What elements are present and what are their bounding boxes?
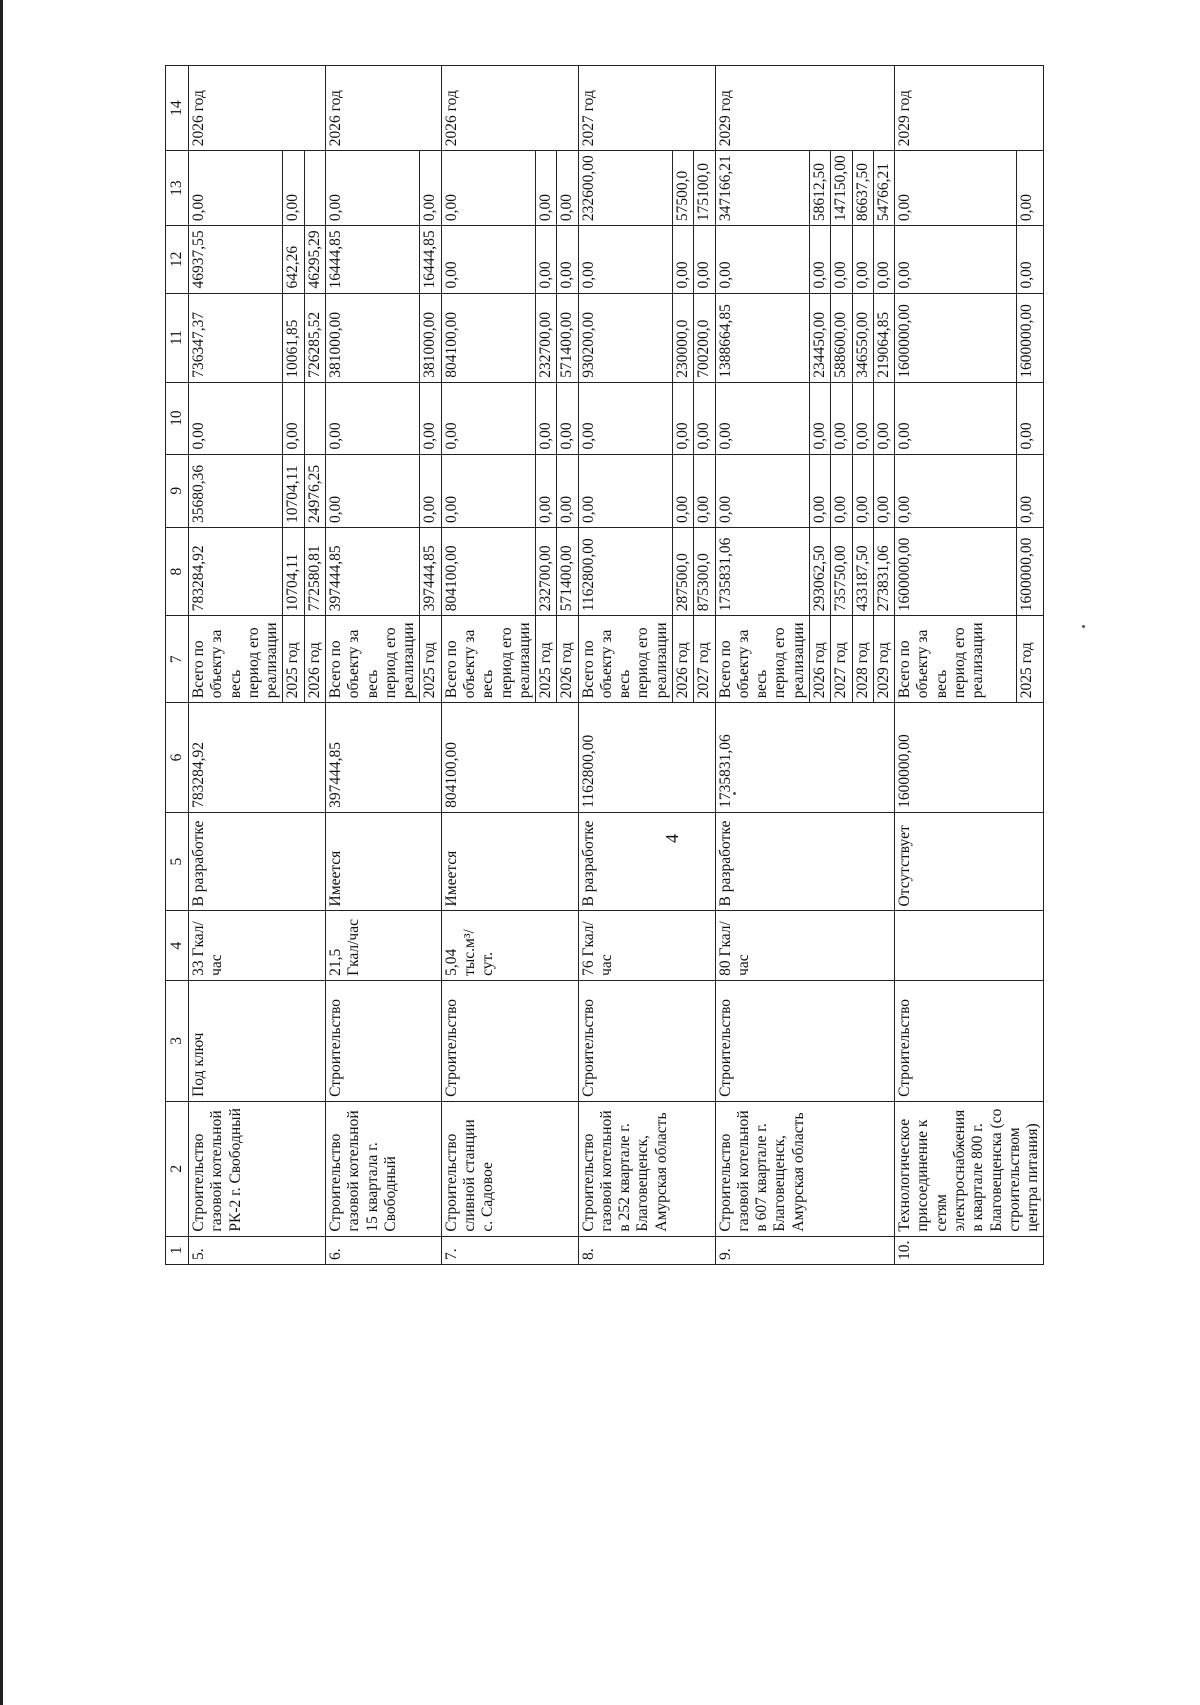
project-docs-cell: В разработке	[189, 812, 326, 911]
federal-cell: 10704,11	[283, 454, 304, 527]
federal-cell: 0,00	[536, 454, 557, 527]
regional-cell: 0,00	[895, 382, 1017, 454]
local-cell: 0,00	[441, 226, 535, 293]
period-label-cell: 2027 год	[694, 616, 715, 703]
period-label-cell: Всего по объекту за весь период его реализации	[578, 616, 672, 703]
regional-cell: 0,00	[852, 382, 873, 454]
total-cell: 10704,11	[283, 527, 304, 615]
other-cell: 175100,0	[694, 151, 715, 226]
period-label-cell: 2027 год	[831, 616, 852, 703]
total-cell: 293062,50	[810, 527, 831, 615]
project-docs-cell: В разработке	[715, 812, 895, 911]
project-docs-cell: Имеется	[441, 812, 578, 911]
total-cell: 772580,81	[304, 527, 325, 615]
other-cell: 86637,50	[852, 151, 873, 226]
total-cell: 287500,0	[673, 527, 694, 615]
local-cell: 0,00	[536, 226, 557, 293]
work-type-cell: Строительство	[325, 980, 441, 1101]
table-row	[325, 66, 419, 1265]
regional-cell: 0,00	[810, 382, 831, 454]
investment-table	[165, 65, 1044, 1265]
period-label-cell: 2029 год	[873, 616, 894, 703]
period-label-cell: 2026 год	[304, 616, 325, 703]
estimated-cost-cell: 804100,00	[441, 703, 578, 813]
estimated-cost-cell: 1735831,06	[715, 703, 895, 813]
other-cell: 0,00	[420, 151, 441, 226]
other-cell: 54766,21	[873, 151, 894, 226]
capacity-cell	[895, 911, 1044, 980]
local-cell: 0,00	[557, 226, 578, 293]
extrabudget-cell: 1600000,00	[895, 293, 1017, 382]
period-label-cell: Всего по объекту за весь период его реализации	[715, 616, 809, 703]
regional-cell: 0,00	[536, 382, 557, 454]
object-name-cell: Строительство газовой котельной РК-2 г. Свободный	[189, 1101, 326, 1236]
table-row	[441, 66, 535, 1265]
regional-cell: 0,00	[873, 382, 894, 454]
total-cell: 804100,00	[441, 527, 535, 615]
object-name-cell: Технологическое присоединение к сетям электроснабжения в квартале 800 г. Благовещенска (со строительством центра питания)	[895, 1101, 1044, 1236]
other-cell: 0,00	[536, 151, 557, 226]
project-docs-cell: Имеется	[325, 812, 441, 911]
table-row	[715, 66, 809, 1265]
col-header: 3	[166, 980, 189, 1101]
col-header: 4	[166, 911, 189, 980]
extrabudget-cell: 1388664,85	[715, 293, 809, 382]
local-cell: 0,00	[694, 226, 715, 293]
period-label-cell: Всего по объекту за весь период его реализации	[441, 616, 535, 703]
regional-cell: 0,00	[578, 382, 672, 454]
work-type-cell: Под ключ	[189, 980, 326, 1101]
extrabudget-cell: 736347,37	[189, 293, 283, 382]
work-type-cell: Строительство	[578, 980, 715, 1101]
extrabudget-cell: 232700,00	[536, 293, 557, 382]
rotated-table-wrapper	[165, 65, 1165, 1265]
federal-cell: 0,00	[1016, 454, 1043, 527]
federal-cell: 35680,36	[189, 454, 283, 527]
extrabudget-cell: 930200,00	[578, 293, 672, 382]
extrabudget-cell: 234450,00	[810, 293, 831, 382]
federal-cell: 0,00	[578, 454, 672, 527]
row-number-cell: 7.	[441, 1236, 578, 1264]
period-label-cell: 2026 год	[810, 616, 831, 703]
other-cell: 0,00	[895, 151, 1017, 226]
col-header: 11	[166, 293, 189, 382]
federal-cell: 0,00	[420, 454, 441, 527]
total-cell: 397444,85	[420, 527, 441, 615]
extrabudget-cell: 726285,52	[304, 293, 325, 382]
total-cell: 783284,92	[189, 527, 283, 615]
total-cell: 1162800,00	[578, 527, 672, 615]
total-cell: 433187,50	[852, 527, 873, 615]
local-cell: 0,00	[715, 226, 809, 293]
total-cell: 735750,00	[831, 527, 852, 615]
other-cell: 0,00	[557, 151, 578, 226]
period-label-cell: 2028 год	[852, 616, 873, 703]
col-header: 12	[166, 226, 189, 293]
estimated-cost-cell: 1162800,00	[578, 703, 715, 813]
total-cell: 232700,00	[536, 527, 557, 615]
federal-cell: 0,00	[325, 454, 419, 527]
federal-cell: 0,00	[673, 454, 694, 527]
period-label-cell: 2025 год	[420, 616, 441, 703]
extrabudget-cell: 10061,85	[283, 293, 304, 382]
federal-cell: 0,00	[831, 454, 852, 527]
regional-cell: 0,00	[1016, 382, 1043, 454]
estimated-cost-cell: 397444,85	[325, 703, 441, 813]
capacity-cell: 21,5 Гкал/час	[325, 911, 441, 980]
object-name-cell: Строительство газовой котельной в 252 квартале г. Благовещенск, Амурская область	[578, 1101, 715, 1236]
object-name-cell: Строительство сливной станции с. Садовое	[441, 1101, 578, 1236]
other-cell: 232600,00	[578, 151, 672, 226]
other-cell: 347166,21	[715, 151, 809, 226]
total-cell: 273831,06	[873, 527, 894, 615]
federal-cell: 0,00	[715, 454, 809, 527]
col-header: 6	[166, 703, 189, 813]
page-number: 4	[662, 834, 682, 843]
total-cell: 1735831,06	[715, 527, 809, 615]
federal-cell: 0,00	[895, 454, 1017, 527]
local-cell: 0,00	[873, 226, 894, 293]
total-cell: 1600000,00	[895, 527, 1017, 615]
header-row	[166, 66, 189, 1265]
row-number-cell: 10.	[895, 1236, 1044, 1264]
row-number-cell: 6.	[325, 1236, 441, 1264]
row-number-cell: 5.	[189, 1236, 326, 1264]
regional-cell: 0,00	[694, 382, 715, 454]
completion-year-cell: 2026 год	[189, 66, 326, 151]
extrabudget-cell: 230000,0	[673, 293, 694, 382]
local-cell: 0,00	[1016, 226, 1043, 293]
extrabudget-cell: 346550,00	[852, 293, 873, 382]
col-header: 2	[166, 1101, 189, 1236]
col-header: 9	[166, 454, 189, 527]
period-label-cell: Всего по объекту за весь период его реализации	[895, 616, 1017, 703]
capacity-cell: 33 Гкал/час	[189, 911, 326, 980]
total-cell: 1600000,00	[1016, 527, 1043, 615]
other-cell: 0,00	[441, 151, 535, 226]
total-cell: 875300,0	[694, 527, 715, 615]
extrabudget-cell: 588600,00	[831, 293, 852, 382]
period-label-cell: 2026 год	[557, 616, 578, 703]
work-type-cell: Строительство	[441, 980, 578, 1101]
regional-cell: 0,00	[715, 382, 809, 454]
row-number-cell: 8.	[578, 1236, 715, 1264]
completion-year-cell: 2026 год	[325, 66, 441, 151]
table-row	[189, 66, 283, 1265]
extrabudget-cell: 700200,0	[694, 293, 715, 382]
period-label-cell: 2026 год	[673, 616, 694, 703]
extrabudget-cell: 381000,00	[420, 293, 441, 382]
completion-year-cell: 2027 год	[578, 66, 715, 151]
estimated-cost-cell: 783284,92	[189, 703, 326, 813]
row-number-cell: 9.	[715, 1236, 895, 1264]
local-cell: 46937,55	[189, 226, 283, 293]
col-header: 13	[166, 151, 189, 226]
total-cell: 571400,00	[557, 527, 578, 615]
work-type-cell: Строительство	[895, 980, 1044, 1101]
object-name-cell: Строительство газовой котельной 15 квартала г. Свободный	[325, 1101, 441, 1236]
col-header: 1	[166, 1236, 189, 1264]
other-cell: 0,00	[325, 151, 419, 226]
capacity-cell: 80 Гкал/час	[715, 911, 895, 980]
federal-cell: 0,00	[441, 454, 535, 527]
federal-cell: 0,00	[694, 454, 715, 527]
regional-cell: 0,00	[283, 382, 304, 454]
col-header: 10	[166, 382, 189, 454]
completion-year-cell: 2029 год	[895, 66, 1044, 151]
period-label-cell: 2025 год	[1016, 616, 1043, 703]
col-header: 14	[166, 66, 189, 151]
local-cell: 0,00	[831, 226, 852, 293]
table-row	[895, 66, 1017, 1265]
other-cell: 147150,00	[831, 151, 852, 226]
regional-cell: 0,00	[441, 382, 535, 454]
other-cell: 0,00	[1016, 151, 1043, 226]
period-label-cell: Всего по объекту за весь период его реализации	[325, 616, 419, 703]
other-cell: 57500,0	[673, 151, 694, 226]
other-cell	[304, 151, 325, 226]
period-label-cell: 2025 год	[536, 616, 557, 703]
scan-edge	[0, 0, 3, 1705]
extrabudget-cell: 571400,00	[557, 293, 578, 382]
project-docs-cell: Отсутствует	[895, 812, 1044, 911]
col-header: 7	[166, 616, 189, 703]
regional-cell: 0,00	[557, 382, 578, 454]
extrabudget-cell: 219064,85	[873, 293, 894, 382]
other-cell: 0,00	[283, 151, 304, 226]
regional-cell: 0,00	[673, 382, 694, 454]
local-cell: 16444,85	[325, 226, 419, 293]
work-type-cell: Строительство	[715, 980, 895, 1101]
col-header: 8	[166, 527, 189, 615]
period-label-cell: Всего по объекту за весь период его реализации	[189, 616, 283, 703]
completion-year-cell: 2026 год	[441, 66, 578, 151]
extrabudget-cell: 804100,00	[441, 293, 535, 382]
other-cell: 58612,50	[810, 151, 831, 226]
federal-cell: 0,00	[852, 454, 873, 527]
local-cell: 16444,85	[420, 226, 441, 293]
regional-cell: 0,00	[831, 382, 852, 454]
local-cell: 0,00	[578, 226, 672, 293]
project-docs-cell: В разработке	[578, 812, 715, 911]
local-cell: 46295,29	[304, 226, 325, 293]
federal-cell: 24976,25	[304, 454, 325, 527]
table-row	[578, 66, 672, 1265]
capacity-cell: 76 Гкал/час	[578, 911, 715, 980]
total-cell: 397444,85	[325, 527, 419, 615]
federal-cell: 0,00	[810, 454, 831, 527]
completion-year-cell: 2029 год	[715, 66, 895, 151]
capacity-cell: 5,04 тыс.м³/сут.	[441, 911, 578, 980]
col-header: 5	[166, 812, 189, 911]
local-cell: 0,00	[895, 226, 1017, 293]
regional-cell: 0,00	[420, 382, 441, 454]
regional-cell: 0,00	[189, 382, 283, 454]
local-cell: 0,00	[810, 226, 831, 293]
extrabudget-cell: 1600000,00	[1016, 293, 1043, 382]
extrabudget-cell: 381000,00	[325, 293, 419, 382]
object-name-cell: Строительство газовой котельной в 607 квартале г. Благовещенск, Амурская область	[715, 1101, 895, 1236]
other-cell: 0,00	[189, 151, 283, 226]
local-cell: 642,26	[283, 226, 304, 293]
federal-cell: 0,00	[557, 454, 578, 527]
local-cell: 0,00	[852, 226, 873, 293]
federal-cell: 0,00	[873, 454, 894, 527]
period-label-cell: 2025 год	[283, 616, 304, 703]
estimated-cost-cell: 1600000,00	[895, 703, 1044, 813]
regional-cell	[304, 382, 325, 454]
regional-cell: 0,00	[325, 382, 419, 454]
local-cell: 0,00	[673, 226, 694, 293]
